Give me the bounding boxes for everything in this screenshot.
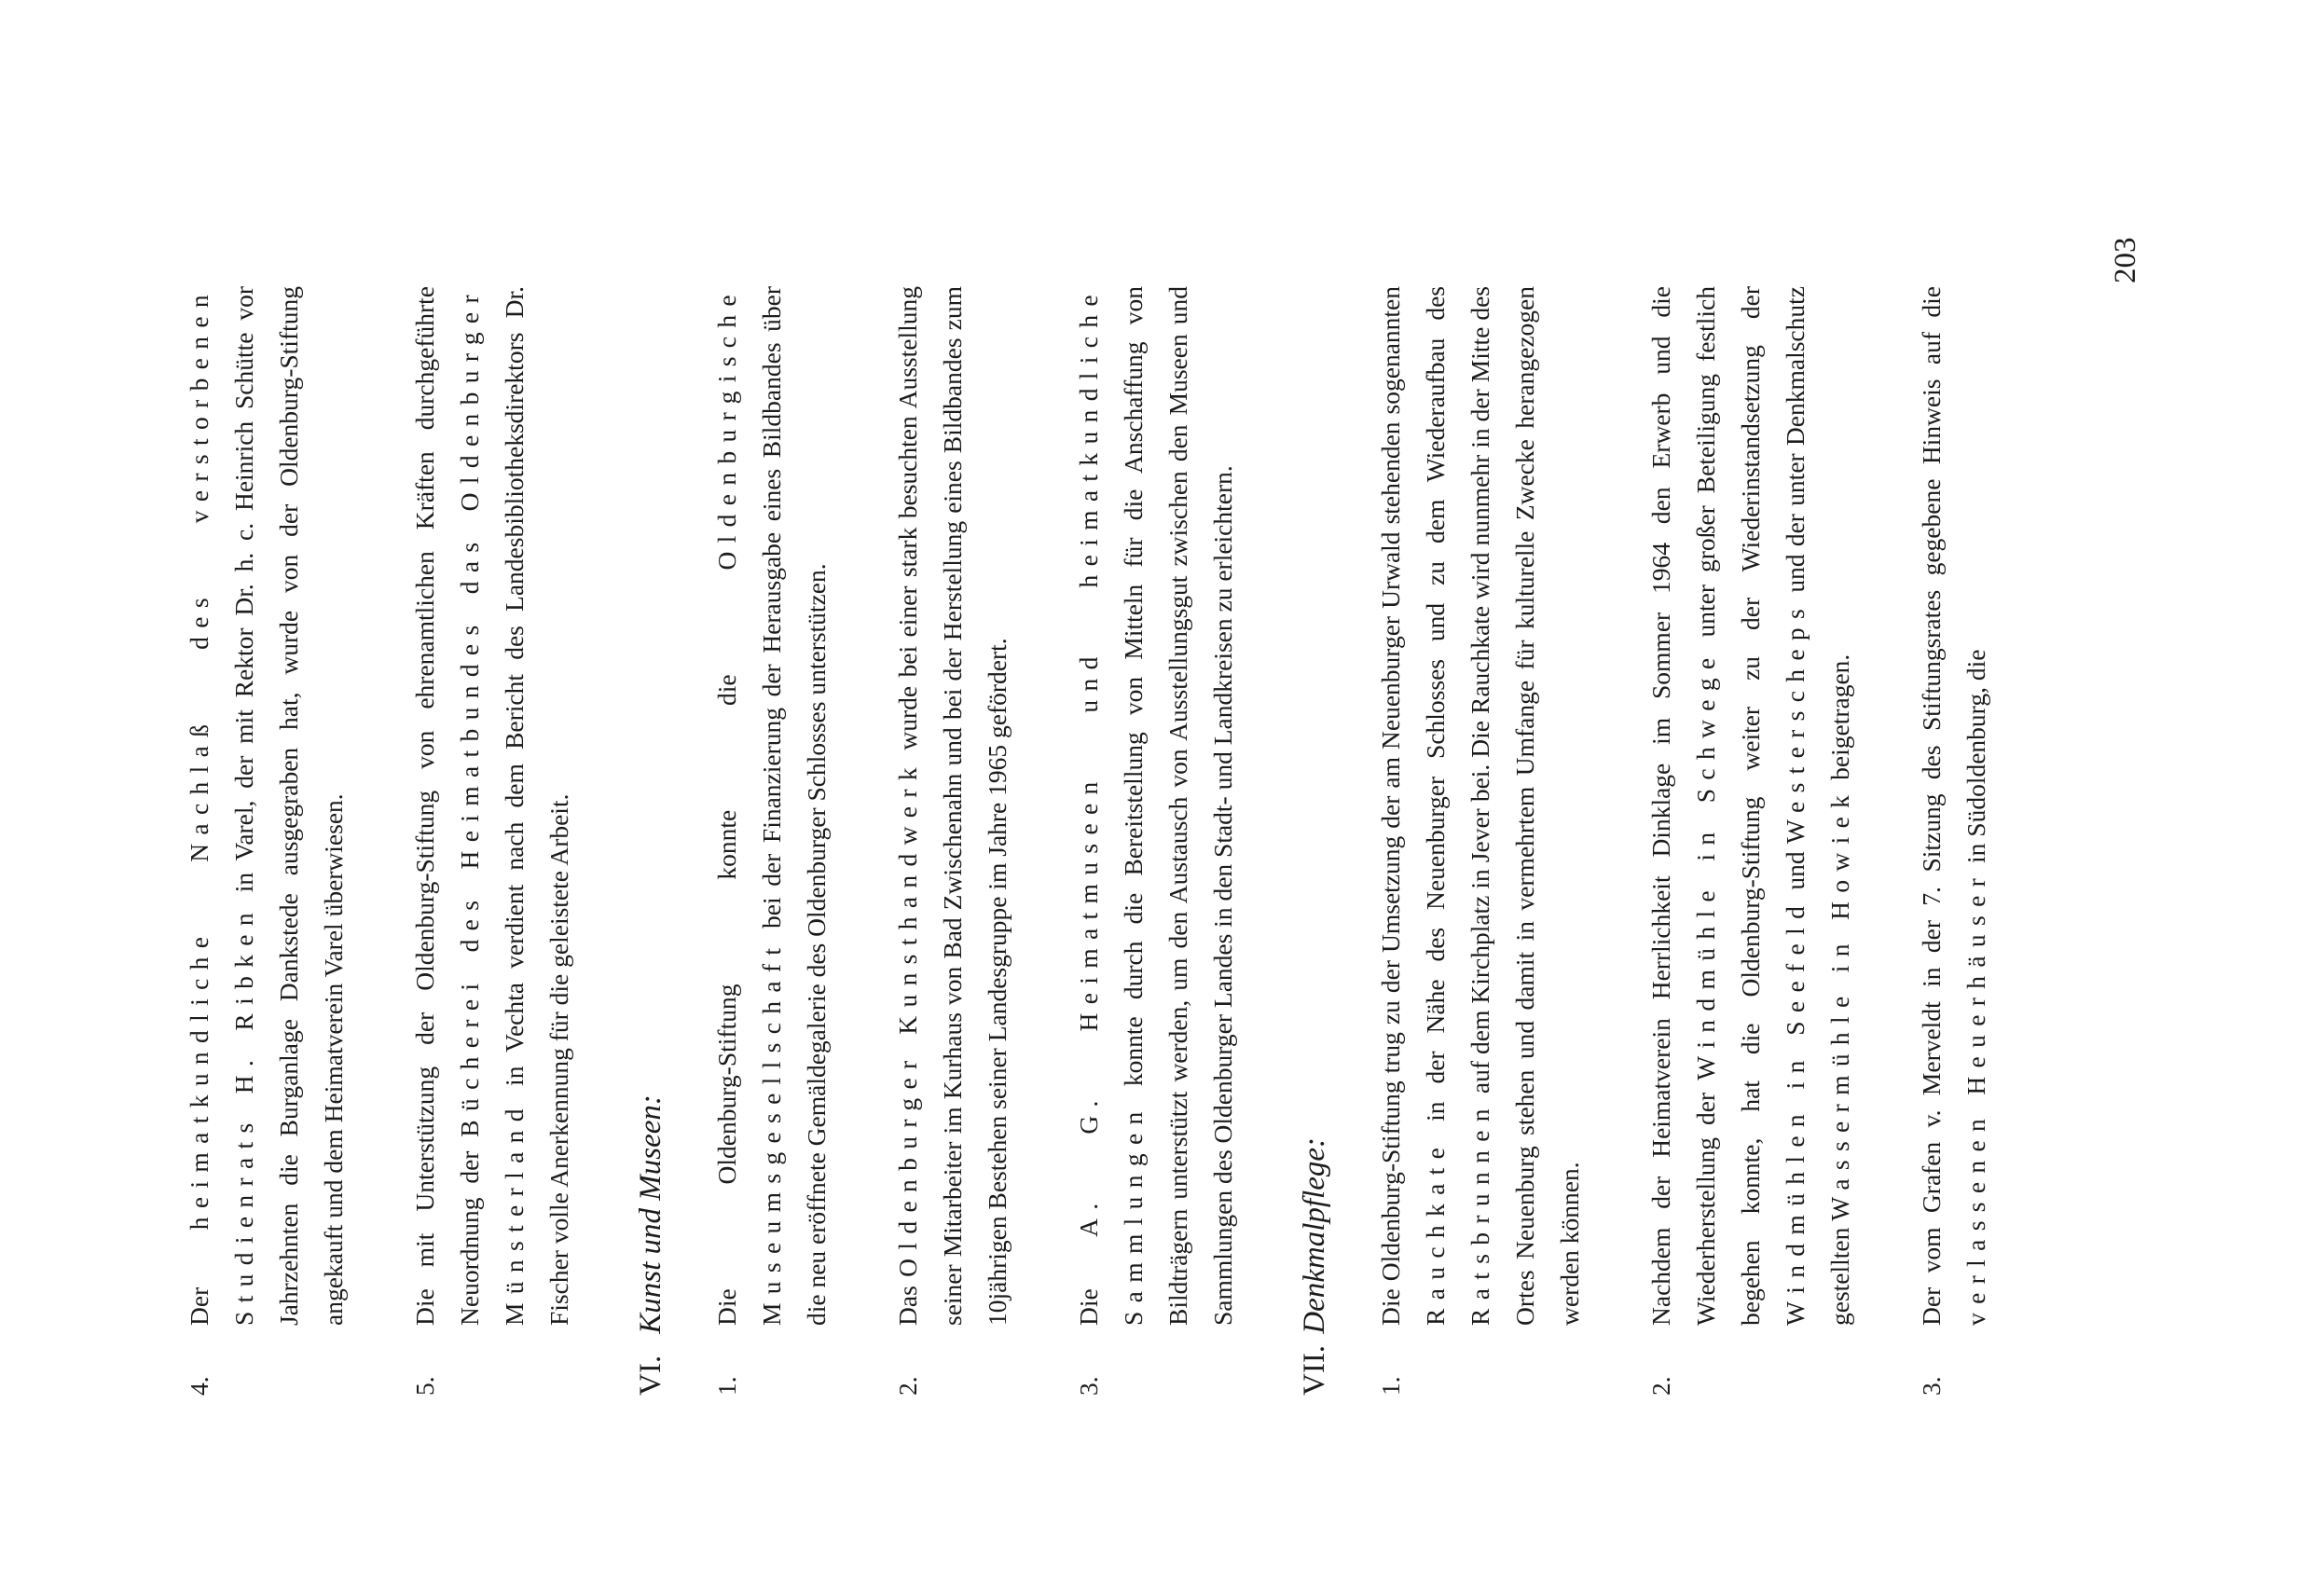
item-number: 2. [1646,1376,1675,1396]
text-run: in der Nähe des Neuenburger Schlosses und zu dem Wiederaufbau des [1421,286,1450,1139]
list-item [1067,286,1245,1396]
page-number: 203 [2109,237,2142,283]
section-number: VII. [1298,1344,1331,1396]
text-run: beigetragen. [1825,654,1854,787]
section-title: Denkmalpflege: [1298,1137,1331,1334]
text-run: Die Oldenburg-Stiftung konnte die [712,570,741,1326]
list-item [1639,286,1863,1396]
item-number: 3. [1074,1376,1103,1396]
text-run: wurde bei einer stark besuchten Ausstellung seiner Mitarbeiter im Kurhaus von Bad Zwischenahn und bei der Herstellung eines Bildbandes zum 10jährigen Bestehen seiner Landesgruppe im Jahre 1965 gefördert. [893,286,1012,1326]
emphasized-text: Bücherei des Heimatbundes das Oldenburger Münsterland [455,286,529,1326]
page-content [177,286,2045,1396]
section-heading [1292,286,1337,1396]
text-run: auf dem Kirchplatz in Jever bei. Die Rauchkate wird nunmehr in der Mitte des Ortes Neuenburg stehen und damit in vermehrtem Umfange für kulturelle Zwecke herangezogen werden können. [1466,286,1584,1326]
text-run: Das [893,1276,922,1326]
item-number: 3. [1917,1376,1946,1396]
emphasized-text: verlassenen Heuerhäuser [1961,869,1990,1326]
item-text [1369,286,1592,1326]
emphasized-text: Windmühlen in Seefeld [1781,897,1810,1326]
emphasized-text: Wassermühle in Howiek [1825,786,1854,1221]
item-text [177,286,356,1326]
list-item [177,286,356,1396]
item-text [403,286,582,1326]
item-number: 2. [893,1376,922,1396]
emphasized-text: Windmühle in Schwege [1691,649,1720,1080]
text-run: Der [185,1230,213,1326]
item-number: 1. [1376,1376,1405,1396]
emphasized-text: Oldenburgische Museumsgesellschaft [712,286,786,1326]
text-run: in Vechta verdient nach dem Bericht des Landesbibliotheksdirektors Dr. Fischer volle Anerkennung für die geleistete Arbeit. [500,286,573,1326]
emphasized-text: A. G. Heimatmuseen und heimatkundliche Sammlungen [1074,286,1148,1326]
list-item [403,286,582,1396]
section-number: VI. [634,1355,667,1396]
item-number: 4. [185,1376,213,1396]
emphasized-text: Ratsbrunnen [1466,1100,1494,1326]
text-run: unter großer Beteiligung festlich begehen konnte, hat die Oldenburg-Stiftung weiter zu der Wiederinstandsetzung der [1691,286,1765,1326]
item-text [886,286,1020,1326]
emphasized-text: heimatkundliche Nachlaß des verstorbenen Studienrats H. Ribken [185,286,258,1326]
text-run: in Südoldenburg, die [1961,649,1990,870]
list-item [1909,286,1999,1396]
emphasized-text: Westerscheps [1781,599,1810,845]
text-run: Die [1074,1236,1103,1326]
item-text [705,286,839,1326]
text-run: und [1781,844,1810,898]
text-run: und der unter Denkmalschutz gestellten [1781,286,1854,1326]
text-run: Nachdem der Heimatverein Herrlichkeit Dinklage im Sommer 1964 den Erwerb und die Wiederherstellung der [1646,286,1720,1326]
section-title: Kunst und Museen: [634,1094,667,1334]
text-run: Die Oldenburg-Stiftung trug zu der Umsetzung der am Neuenburger Urwald stehenden sogenannten [1376,286,1405,1326]
list-item [705,286,839,1396]
section-heading [628,286,673,1396]
list-item [1369,286,1592,1396]
emphasized-text: Oldenburger Kunsthandwerk [893,759,922,1277]
text-run: Die mit Unterstützung der Oldenburg-Stiftung von ehrenamtlichen Kräften durchgeführte Neuordnung der [410,286,484,1326]
item-number: 5. [410,1376,439,1396]
item-text [1639,286,1863,1326]
item-text [1067,286,1245,1326]
text-run: Der vom Grafen v. Merveldt in der 7. Sitzung des Stiftungsrates gegebene Hinweis auf die [1917,286,1946,1326]
emphasized-text: Rauchkate [1421,1138,1450,1326]
text-run: in Varel, der mit Rektor Dr. h. c. Heinrich Schütte vor Jahrzehnten die Burganlage Dankstede ausgegraben hat, wurde von der Oldenburg-Stiftung angekauft und dem Heimatverein Varel überwiesen. [229,286,348,1326]
item-number: 1. [712,1376,741,1396]
list-item [886,286,1020,1396]
text-run: bei der Finanzierung der Herausgabe eines Bildbandes über die neu eröffnete Gemäldegalerie des Oldenburger Schlosses unterstützen. [757,286,831,1326]
text-run: konnte durch die Bereitstellung von Mitteln für die Anschaffung von Bildträgern unterstützt werden, um den Austausch von Ausstellungsgut zwischen den Museen und Sammlungen des Oldenburger Landes in den Stadt- und Landkreisen zu erleichtern. [1119,286,1237,1326]
item-text [1909,286,1999,1326]
